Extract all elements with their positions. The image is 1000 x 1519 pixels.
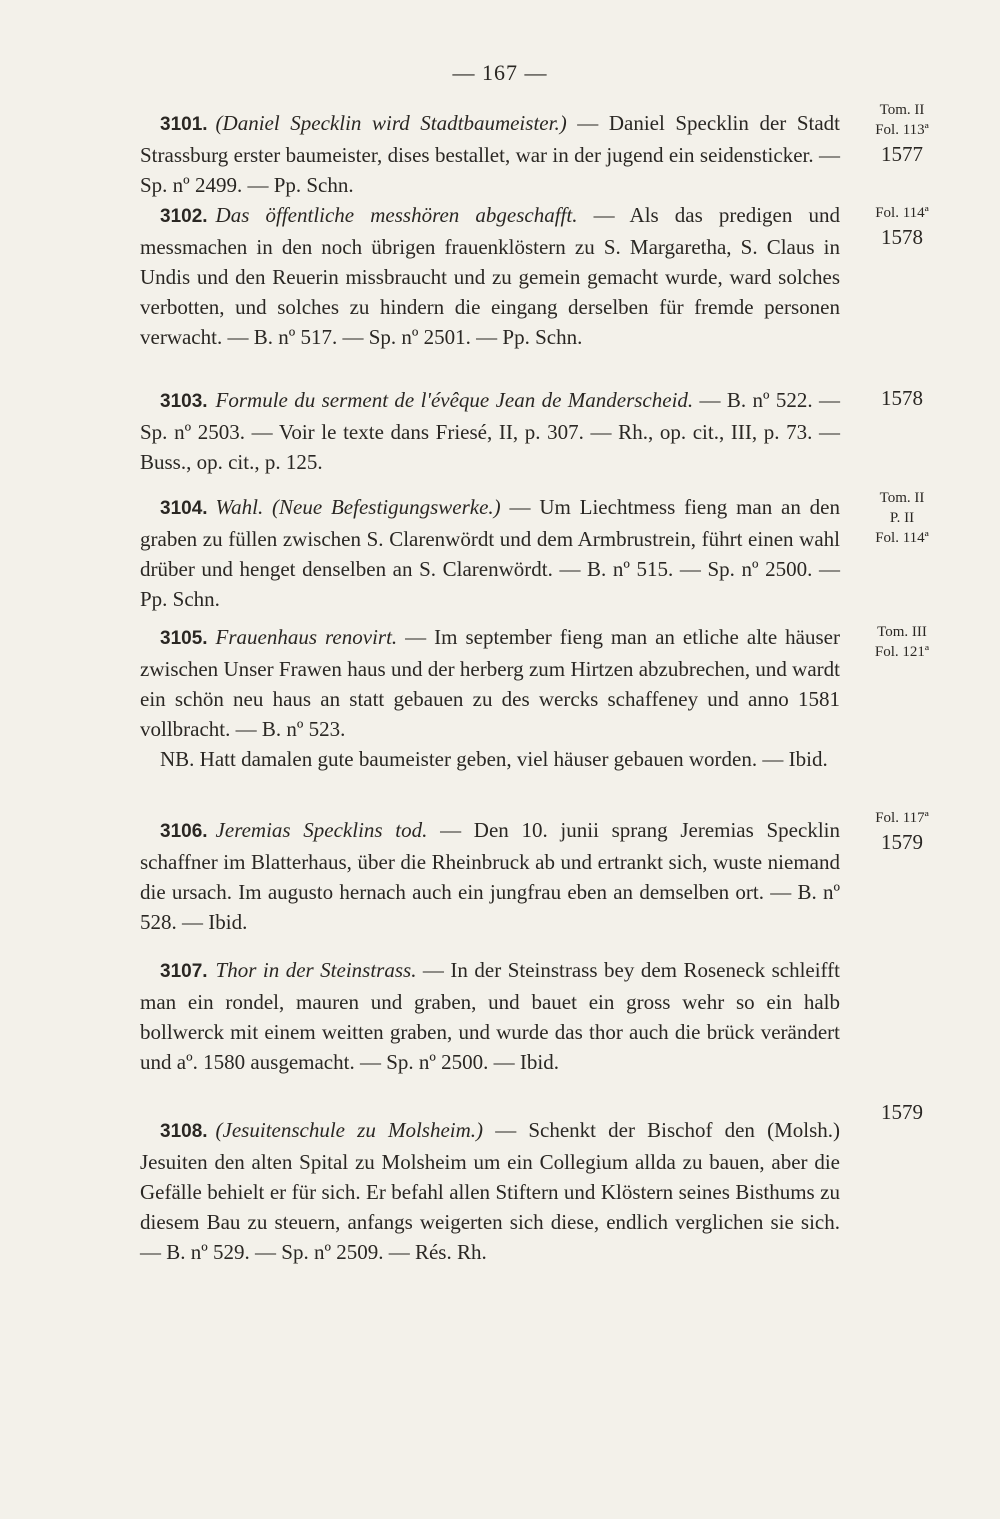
entry-3107 xyxy=(140,955,840,1077)
entry-text: — B. nº 522. — Sp. nº 2503. — Voir le texte dans Friesé, II, p. 307. — Rh., op. cit., III, p. 73. — Buss., op. cit., p. 125. xyxy=(140,388,840,474)
entry-3101 xyxy=(140,108,840,200)
margin-note xyxy=(852,100,952,168)
margin-note xyxy=(852,384,952,412)
entry-number: 3104. xyxy=(160,498,208,519)
entry-3102 xyxy=(140,200,840,352)
entry-number: 3108. xyxy=(160,1121,208,1142)
entry-title: Wahl. (Neue Befestigungswerke.) xyxy=(215,495,501,519)
entry-text: — Um Liechtmess fieng man an den graben zu füllen zwischen S. Clarenwördt und dem Armbrustrein, führt einen wahl drüber und henget denselben an S. Clarenwördt. — B. nº 515. — Sp. nº 2500. — Pp. Schn. xyxy=(140,495,840,611)
margin-note xyxy=(852,622,952,662)
entry-title: (Jesuitenschule zu Molsheim.) xyxy=(215,1118,484,1142)
entry-title: Jeremias Specklins tod. xyxy=(215,818,428,842)
margin-line: P. II xyxy=(889,510,915,526)
entry-note: NB. Hatt damalen gute baumeister geben, viel häuser gebauen worden. — Ibid. xyxy=(160,747,828,771)
entry-number: 3103. xyxy=(160,391,208,412)
entry-3106 xyxy=(140,815,840,937)
entry-title: Formule du serment de l'évêque Jean de Manderscheid. xyxy=(215,388,694,412)
entry-3103 xyxy=(140,385,840,477)
margin-line: Tom. II xyxy=(879,102,925,118)
entry-text: — Schenkt der Bischof den (Molsh.) Jesuiten den alten Spital zu Molsheim um ein Collegium allda zu bauen, aber die Gefälle behielt er für sich. Er befahl allen Stiftern und Klöstern seines Bisthums zu diesem Bau zu steuern, anfangs weigerten sich diese, endlich verglichen sie sich. — B. nº 529. — Sp. nº 2509. — Rés. Rh. xyxy=(140,1118,840,1264)
entry-3105 xyxy=(140,622,840,774)
page-number: — 167 — xyxy=(452,60,548,85)
entry-title: Thor in der Steinstrass. xyxy=(215,958,417,982)
margin-line: Fol. 117ª xyxy=(875,810,929,826)
entry-number: 3106. xyxy=(160,821,208,842)
margin-note xyxy=(852,1098,952,1126)
margin-line: Tom. II xyxy=(879,490,925,506)
entry-text: — Den 10. junii sprang Jeremias Specklin schaffner im Blatterhaus, über die Rheinbruck ab und ertrankt sich, wuste niemand die ursach. Im augusto hernach auch ein jungfrau eben an demselben ort. — B. nº 528. — Ibid. xyxy=(140,818,840,934)
margin-year: 1579 xyxy=(881,1100,923,1124)
entry-number: 3101. xyxy=(160,114,208,135)
entry-number: 3102. xyxy=(160,206,208,227)
margin-line: Fol. 113ª xyxy=(875,122,929,138)
margin-line: Fol. 114ª xyxy=(875,530,929,546)
margin-note xyxy=(852,203,952,251)
entry-text: — Daniel Specklin der Stadt Strassburg erster baumeister, dises bestallet, war in der jugend ein seidensticker. — Sp. nº 2499. — Pp. Schn. xyxy=(140,111,840,197)
entry-text: — In der Steinstrass bey dem Roseneck schleifft man ein rondel, mauren und graben, und bauet ein gross wehr so ein halb bollwerck mit einem weitten graben, und wurde das thor auch die brück verändert und aº. 1580 ausgemacht. — Sp. nº 2500. — Ibid. xyxy=(140,958,841,1074)
margin-year: 1577 xyxy=(881,142,923,166)
entry-3104 xyxy=(140,492,840,614)
entry-title: (Daniel Specklin wird Stadtbaumeister.) xyxy=(215,111,567,135)
margin-line: Fol. 121ª xyxy=(874,644,930,660)
margin-line: Fol. 114ª xyxy=(875,205,929,221)
entry-number: 3105. xyxy=(160,628,208,649)
margin-year: 1578 xyxy=(881,386,923,410)
margin-note xyxy=(852,808,952,856)
margin-line: Tom. III xyxy=(877,624,927,640)
margin-year: 1578 xyxy=(881,225,923,249)
entry-3108 xyxy=(140,1115,840,1267)
entry-title: Frauenhaus renovirt. xyxy=(215,625,398,649)
entry-text: — Im september fieng man an etliche alte häuser zwischen Unser Frawen haus und der herberg zum Hirtzen abzubrechen, und wardt ein schön neu haus an statt gebauen zu des wercks schaffeney und anno 1581 vollbracht. — B. nº 523. xyxy=(140,625,840,741)
entry-number: 3107. xyxy=(160,961,208,982)
margin-note xyxy=(852,488,952,548)
margin-year: 1579 xyxy=(881,830,923,854)
entry-text: — Als das predigen und messmachen in den noch übrigen frauenklöstern zu S. Margaretha, S. Claus in Undis und den Reuerin missbraucht und zu gemein gemacht wurde, ward solches verbotten, und solches zu hindern die eingang derselben für fremde personen verwacht. — B. nº 517. — Sp. nº 2501. — Pp. Schn. xyxy=(140,203,840,349)
entry-title: Das öffentliche messhören abgeschafft. xyxy=(215,203,578,227)
